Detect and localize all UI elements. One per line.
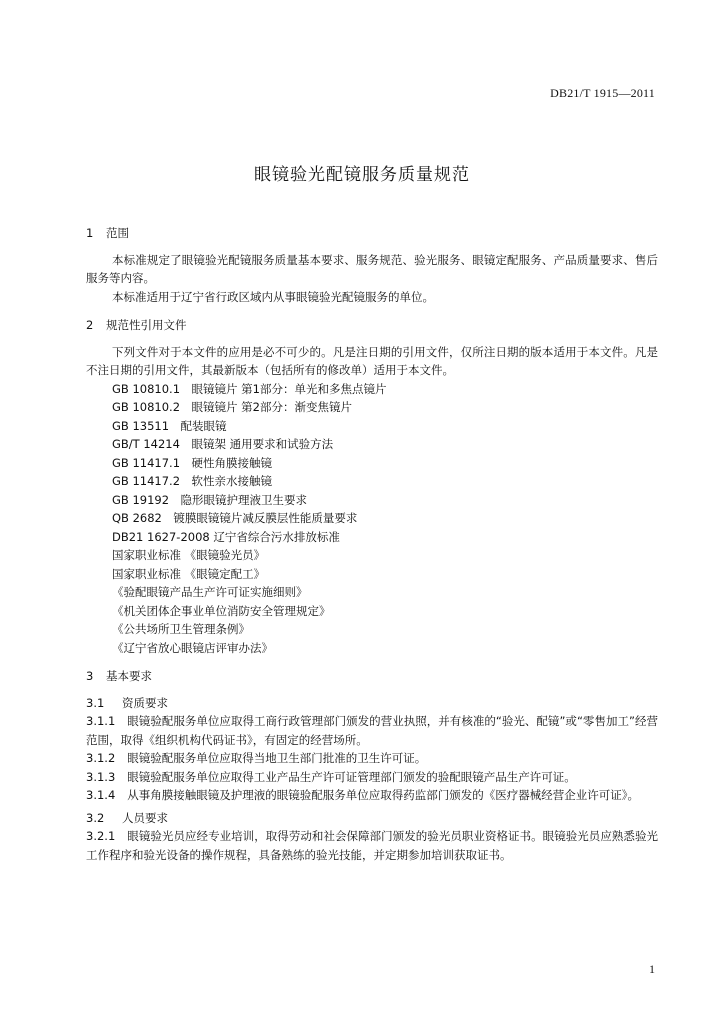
reference-item: GB 19192 隐形眼镜护理液卫生要求 [112, 492, 308, 507]
reference-item: GB/T 14214 眼镜架 通用要求和试验方法 [112, 437, 334, 451]
paragraph: 本标准规定了眼镜验光配镜服务质量基本要求、服务规范、验光服务、眼镜定配服务、产品质量要求、售后服务等内容。 [86, 252, 658, 285]
clause-text: 从事角膜接触眼镜及护理液的眼镜验配服务单位应取得药监部门颁发的《医疗器械经营企业许可证》。 [127, 788, 640, 802]
subsection-title: 资质要求 [122, 695, 168, 710]
clause-text: 眼镜验配服务单位应取得工商行政管理部门颁发的营业执照，并有核准的“验光、配镜”或“零售加工”经营范围，取得《组织机构代码证书》，有固定的经营场所。 [86, 714, 658, 747]
clause-number: 3.1.1 [86, 714, 116, 728]
reference-item: 国家职业标准 《眼镜验光员》 [112, 548, 266, 562]
clause-number: 3.1.4 [86, 788, 116, 802]
clause-text: 眼镜验光员应经专业培训，取得劳动和社会保障部门颁发的验光员职业资格证书。眼镜验光员应熟悉验光工作程序和验光设备的操作规程，具备熟练的验光技能，并定期参加培训获取证书。 [86, 829, 658, 862]
clause [86, 749, 658, 768]
reference-item: 《机关团体企事业单位消防安全管理规定》 [112, 603, 331, 618]
subsection-number: 3.2 [86, 810, 105, 825]
clause-number: 3.1.2 [86, 751, 116, 765]
reference-item: 国家职业标准 《眼镜定配工》 [112, 566, 266, 581]
clause [86, 786, 658, 805]
reference-item: GB 10810.2 眼镜镜片 第2部分：渐变焦镜片 [112, 400, 352, 414]
clause-number: 3.1.3 [86, 769, 116, 784]
reference-item: GB 11417.2 软性亲水接触镜 [112, 474, 273, 488]
page-number: 1 [649, 962, 655, 976]
subsection-number: 3.1 [86, 695, 105, 710]
section-number: 2 [86, 318, 94, 332]
subsection-title: 人员要求 [122, 810, 168, 825]
reference-item: GB 13511 配装眼镜 [112, 418, 227, 433]
document-body [86, 224, 658, 864]
clause-number: 3.2.1 [86, 829, 116, 843]
reference-item: 《公共场所卫生管理条例》 [112, 622, 250, 636]
paragraph: 下列文件对于本文件的应用是必不可少的。凡是注日期的引用文件，仅所注日期的版本适用于本文件。凡是不注日期的引用文件，其最新版本（包括所有的修改单）适用于本文件。 [86, 344, 658, 377]
section-heading-3 [86, 667, 658, 686]
section-title: 规范性引用文件 [106, 318, 187, 332]
reference-item: DB21 1627-2008 辽宁省综合污水排放标准 [112, 529, 340, 544]
section-heading-1 [86, 224, 658, 243]
subsection-heading [86, 809, 658, 828]
clause [86, 827, 658, 864]
section-heading-2 [86, 316, 658, 335]
reference-item: 《辽宁省放心眼镜店评审办法》 [112, 640, 273, 655]
document-number: DB21/T 1915—2011 [550, 86, 655, 100]
section-title: 基本要求 [106, 669, 152, 683]
clause-text: 眼镜验配服务单位应取得工业产品生产许可证管理部门颁发的验配眼镜产品生产许可证。 [127, 769, 576, 784]
section-number: 1 [86, 226, 94, 240]
section-number: 3 [86, 669, 94, 683]
reference-item: QB 2682 镀膜眼镜镜片减反膜层性能质量要求 [112, 511, 358, 525]
reference-item: 《验配眼镜产品生产许可证实施细则》 [112, 585, 308, 599]
document-title: 眼镜验光配镜服务质量规范 [254, 165, 470, 185]
clause [86, 712, 658, 749]
reference-item: GB 10810.1 眼镜镜片 第1部分：单光和多焦点镜片 [112, 381, 387, 396]
paragraph: 本标准适用于辽宁省行政区域内从事眼镜验光配镜服务的单位。 [112, 289, 434, 304]
subsection-heading [86, 694, 658, 713]
reference-item: GB 11417.1 硬性角膜接触镜 [112, 455, 273, 470]
clause [86, 768, 658, 787]
clause-text: 眼镜验配服务单位应取得当地卫生部门批准的卫生许可证。 [127, 751, 427, 765]
section-title: 范围 [106, 226, 129, 240]
